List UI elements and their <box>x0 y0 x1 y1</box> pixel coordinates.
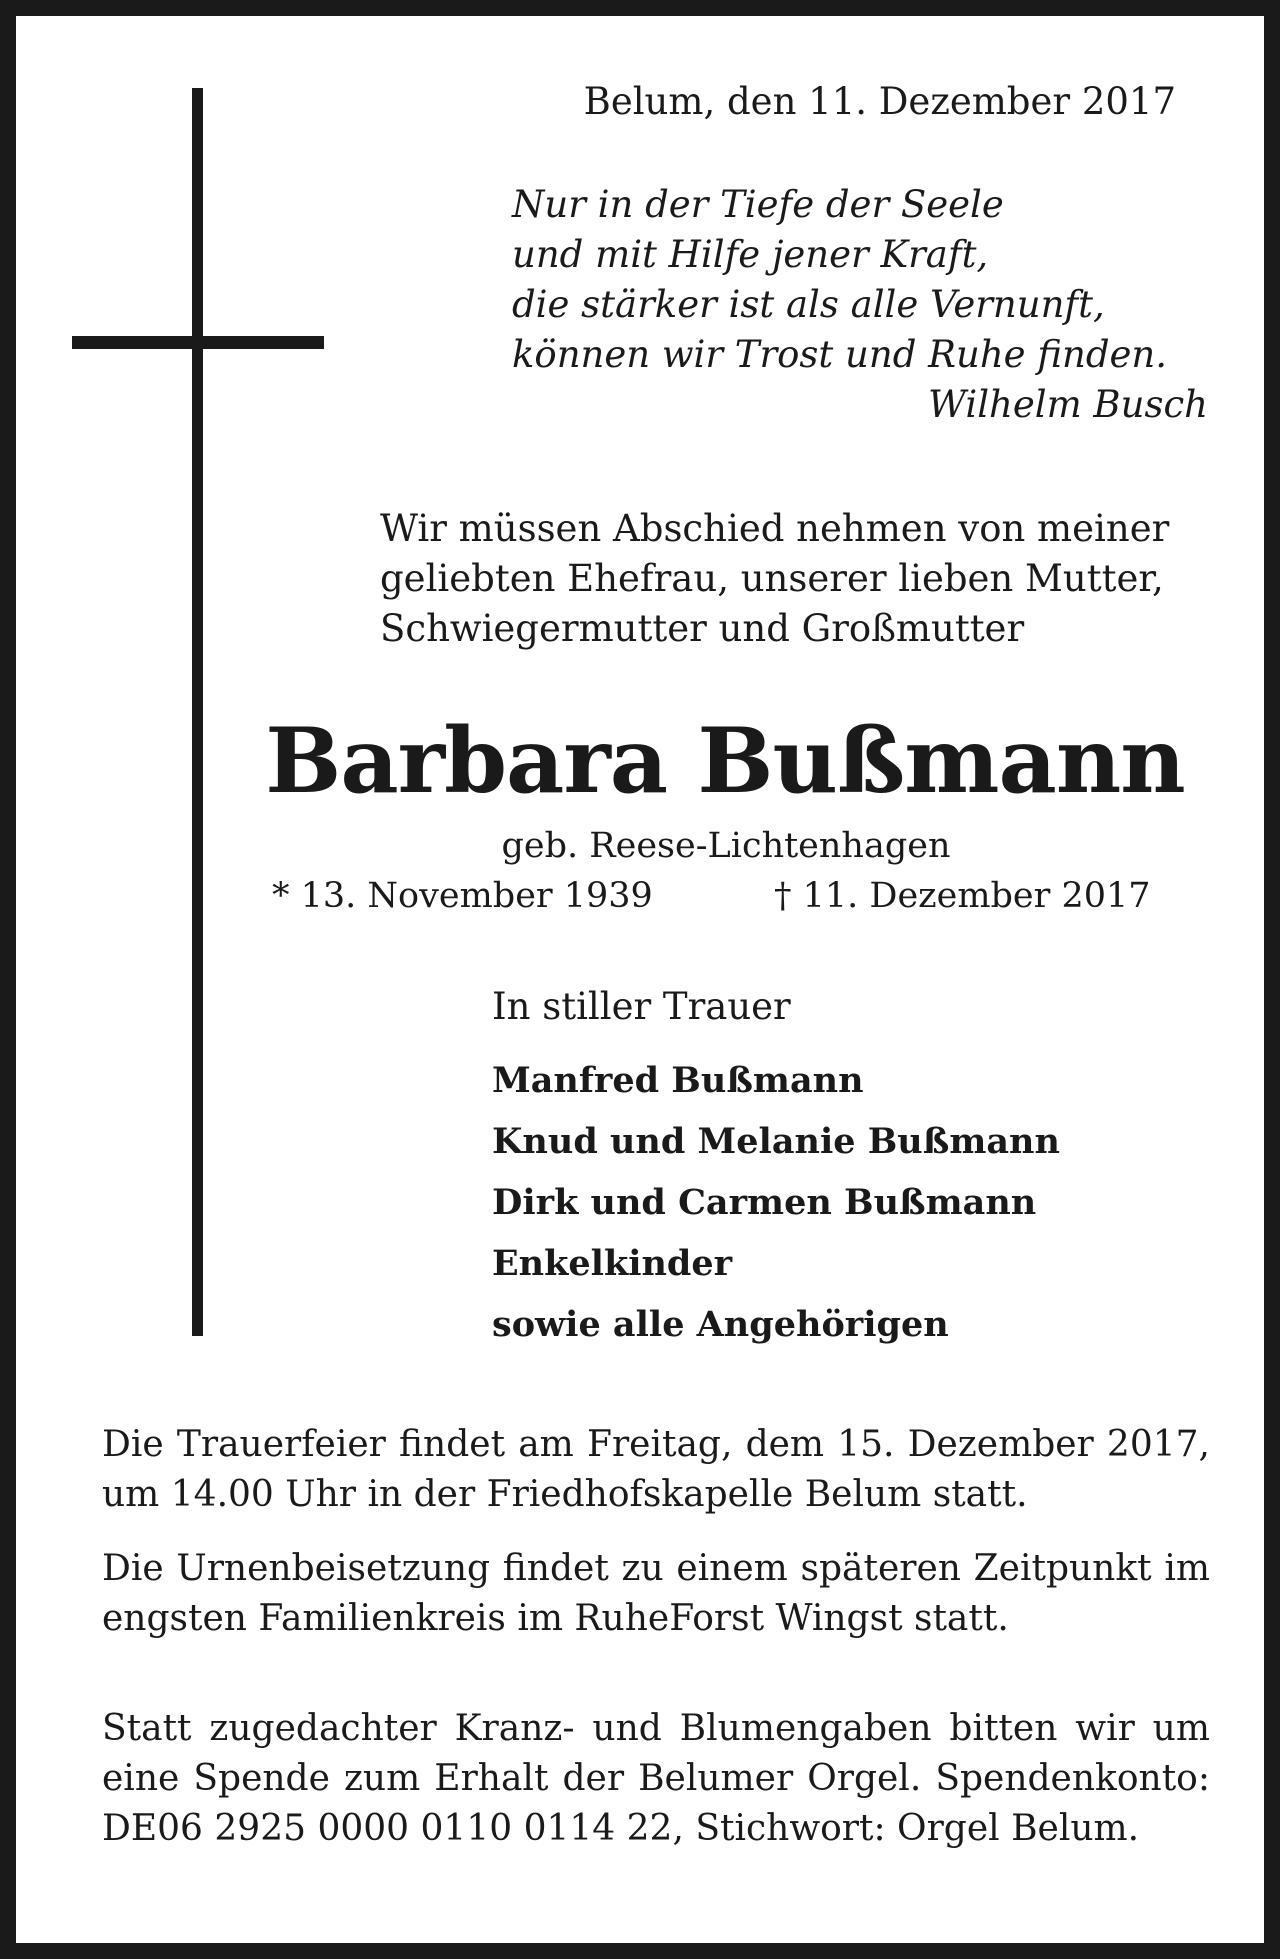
intro-line: geliebten Ehefrau, unserer lieben Mutter, <box>380 557 1164 600</box>
burial-notice: Die Urnenbeisetzung findet zu einem späteren Zeitpunkt im engsten Familienkreis im RuheForst Wingst statt. <box>102 1548 1210 1639</box>
mourner-name: Dirk und Carmen Bußmann <box>492 1182 1037 1223</box>
intro-text <box>380 504 1208 654</box>
death-date: † 11. Dezember 2017 <box>774 876 1151 916</box>
intro-line: Schwiegermutter und Großmutter <box>380 607 1025 650</box>
quote-block <box>512 180 1208 430</box>
mourner-name: Knud und Melanie Bußmann <box>492 1121 1060 1162</box>
quote-line: und mit Hilfe jener Kraft, <box>512 233 989 276</box>
deceased-name: Barbara Bußmann <box>265 708 1185 814</box>
mourner-name: sowie alle Angehörigen <box>492 1304 949 1345</box>
place-date: Belum, den 11. Dezember 2017 <box>583 80 1176 123</box>
mourner-name: Manfred Bußmann <box>492 1060 864 1101</box>
cross-horizontal-bar <box>72 336 324 349</box>
cross-vertical-bar <box>192 88 203 1336</box>
quote-line: die stärker ist als alle Vernunft, <box>512 283 1105 326</box>
birth-date: * 13. November 1939 <box>272 876 653 916</box>
mourners-list <box>492 1050 1060 1355</box>
mourning-heading: In stiller Trauer <box>492 985 791 1028</box>
quote-line: Nur in der Tiefe der Seele <box>512 183 1004 226</box>
donation-notice: Statt zugedachter Kranz- und Blumengaben bitten wir um eine Spende zum Erhalt der Belumer Orgel. Spendenkonto: DE06 2925 0000 0110 0114 22, Stichwort: Orgel Belum. <box>102 1708 1210 1849</box>
intro-line: Wir müssen Abschied nehmen von meiner <box>380 507 1170 550</box>
quote-line: können wir Trost und Ruhe finden. <box>512 333 1168 376</box>
mourner-name: Enkelkinder <box>492 1243 733 1284</box>
funeral-notice: Die Trauerfeier findet am Freitag, dem 15. Dezember 2017, um 14.00 Uhr in der Friedhofskapelle Belum statt. <box>102 1424 1210 1515</box>
birth-name: geb. Reese-Lichtenhagen <box>501 826 951 866</box>
quote-author: Wilhelm Busch <box>927 383 1208 426</box>
